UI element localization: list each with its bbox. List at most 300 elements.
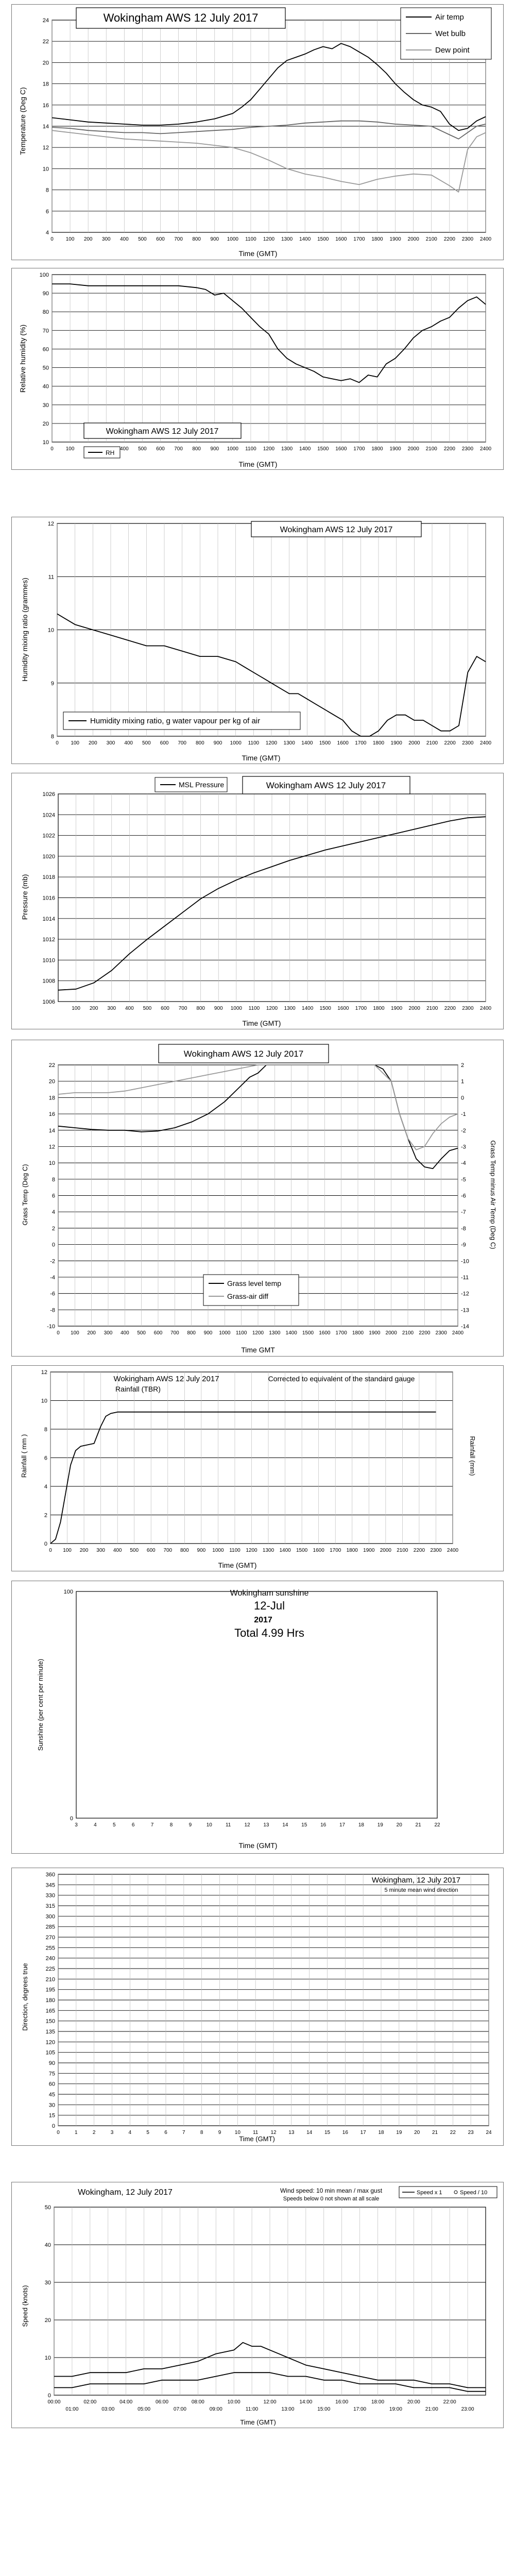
x-axis-label: Time (GMT) bbox=[242, 754, 281, 762]
x-tick-label: 900 bbox=[210, 446, 219, 452]
chart-subtitle: 5 minute mean wind direction bbox=[384, 1887, 458, 1893]
y2-tick-label: -6 bbox=[461, 1193, 466, 1199]
y2-axis-label: Rainfall (mm) bbox=[469, 1436, 476, 1476]
x-tick-label: 1400 bbox=[301, 740, 313, 746]
y-tick-label: 12 bbox=[47, 521, 54, 527]
y-tick-label: 165 bbox=[45, 2008, 55, 2014]
sunshine-chart-panel bbox=[11, 1581, 504, 1854]
x-tick-label: 6 bbox=[131, 1822, 135, 1828]
x-tick-label: 1200 bbox=[265, 740, 278, 746]
y-tick-label: 225 bbox=[45, 1966, 55, 1972]
y-tick-label: 1012 bbox=[42, 937, 55, 943]
y-tick-label: 12 bbox=[42, 145, 49, 151]
y-tick-label: -8 bbox=[50, 1307, 55, 1314]
y-tick-label: 195 bbox=[45, 1987, 55, 1993]
x-tick-label: 5 bbox=[113, 1822, 116, 1828]
y-tick-label: 1008 bbox=[42, 978, 55, 985]
humidity-chart-panel bbox=[11, 268, 504, 470]
y2-tick-label: -4 bbox=[461, 1160, 466, 1167]
x-tick-label: 19 bbox=[396, 2130, 402, 2136]
y-tick-label: 45 bbox=[48, 2092, 55, 2098]
y-tick-label: 1022 bbox=[42, 833, 55, 839]
x-tick-label: 20 bbox=[414, 2130, 420, 2136]
x-tick-label: 1600 bbox=[337, 1006, 349, 1011]
x-tick-label: 800 bbox=[196, 1006, 205, 1011]
x-tick-label: 22 bbox=[434, 1822, 440, 1828]
y-tick-label: 100 bbox=[63, 1589, 73, 1595]
x-tick-label: 2300 bbox=[435, 1330, 447, 1336]
x-tick-label: 10 bbox=[234, 2130, 241, 2136]
y-tick-label: 315 bbox=[45, 1903, 55, 1909]
y2-tick-label: -10 bbox=[461, 1258, 469, 1265]
x-tick-label: 1800 bbox=[352, 1330, 364, 1336]
x-tick-label: 00:00 bbox=[47, 2399, 61, 2405]
y-tick-label: 60 bbox=[42, 346, 49, 353]
y-tick-label: 240 bbox=[45, 1955, 55, 1962]
x-tick-label: 0 bbox=[57, 1330, 60, 1336]
x-tick-label: 2300 bbox=[461, 236, 474, 242]
x-tick-label: 400 bbox=[124, 740, 133, 746]
y-tick-label: 10 bbox=[41, 1398, 47, 1404]
x-tick-label: 10:00 bbox=[227, 2399, 241, 2405]
x-tick-label: 22 bbox=[450, 2130, 456, 2136]
y-tick-label: 60 bbox=[48, 2081, 55, 2088]
legend-label-wet-bulb: Wet bulb bbox=[435, 29, 466, 38]
y-tick-label: 30 bbox=[48, 2102, 55, 2109]
x-tick-label: 11 bbox=[225, 1822, 231, 1828]
x-tick-label: 1200 bbox=[263, 446, 275, 452]
y-axis-label: Relative humidity (%) bbox=[19, 324, 27, 393]
x-axis-label: Time GMT bbox=[241, 1346, 275, 1354]
x-tick-label: 01:00 bbox=[65, 2406, 79, 2412]
y-tick-label: 360 bbox=[45, 1872, 55, 1878]
x-tick-label: 2100 bbox=[426, 740, 438, 746]
y-tick-label: 4 bbox=[52, 1209, 55, 1216]
y-tick-label: 10 bbox=[42, 439, 49, 446]
y2-tick-label: -7 bbox=[461, 1209, 466, 1216]
x-tick-label: 4 bbox=[128, 2130, 132, 2136]
mixing-ratio-chart-panel bbox=[11, 517, 504, 764]
x-tick-label: 08:00 bbox=[191, 2399, 204, 2405]
y-tick-label: 20 bbox=[42, 60, 49, 66]
x-tick-label: 21:00 bbox=[425, 2406, 438, 2412]
x-tick-label: 600 bbox=[146, 1548, 156, 1553]
x-tick-label: 600 bbox=[156, 446, 165, 452]
chart-total: Total 4.99 Hrs bbox=[234, 1626, 304, 1639]
chart-title: Wokingham, 12 July 2017 bbox=[78, 2188, 173, 2197]
x-tick-label: 200 bbox=[89, 1006, 98, 1011]
y-tick-label: 4 bbox=[45, 230, 49, 236]
y-tick-label: 50 bbox=[42, 365, 49, 371]
x-tick-label: 800 bbox=[192, 236, 201, 242]
y2-tick-label: 2 bbox=[461, 1062, 465, 1069]
y-tick-label: 135 bbox=[45, 2029, 55, 2035]
y-tick-label: 1010 bbox=[42, 957, 55, 964]
x-tick-label: 1700 bbox=[335, 1330, 347, 1336]
x-tick-label: 400 bbox=[125, 1006, 134, 1011]
x-tick-label: 1800 bbox=[373, 1006, 385, 1011]
x-axis-label: Time (GMT) bbox=[238, 249, 278, 258]
x-tick-label: 12:00 bbox=[263, 2399, 277, 2405]
x-tick-label: 1000 bbox=[230, 740, 242, 746]
x-tick-label: 16:00 bbox=[335, 2399, 349, 2405]
chart-title: Wokingham sunshine bbox=[230, 1589, 309, 1598]
x-tick-label: 18 bbox=[358, 1822, 364, 1828]
x-tick-label: 0 bbox=[50, 236, 54, 242]
x-tick-label: 1200 bbox=[266, 1006, 278, 1011]
x-tick-label: 2200 bbox=[419, 1330, 431, 1336]
y-tick-label: 1018 bbox=[42, 874, 55, 881]
chart-title: Wokingham AWS 12 July 2017 bbox=[266, 781, 386, 790]
y-tick-label: 1016 bbox=[42, 895, 55, 902]
y2-tick-label: -2 bbox=[461, 1127, 466, 1134]
y2-tick-label: -9 bbox=[461, 1242, 466, 1248]
x-tick-label: 13 bbox=[263, 1822, 269, 1828]
x-tick-label: 700 bbox=[170, 1330, 179, 1336]
x-tick-label: 7 bbox=[150, 1822, 154, 1828]
x-tick-label: 400 bbox=[113, 1548, 122, 1553]
y-tick-label: 18 bbox=[48, 1095, 55, 1101]
x-axis-label: Time (GMT) bbox=[239, 2135, 275, 2143]
y-axis-label: Humidity mixing ratio (grammes) bbox=[21, 578, 29, 682]
x-tick-label: 1400 bbox=[299, 446, 311, 452]
y-tick-label: 40 bbox=[44, 2242, 51, 2248]
y-tick-label: 14 bbox=[42, 124, 49, 130]
y-tick-label: -4 bbox=[50, 1274, 55, 1281]
x-tick-label: 500 bbox=[137, 1330, 146, 1336]
y-tick-label: 24 bbox=[42, 18, 49, 24]
x-tick-label: 2100 bbox=[425, 236, 437, 242]
x-tick-label: 1200 bbox=[263, 236, 275, 242]
x-tick-label: 10 bbox=[206, 1822, 212, 1828]
mixing-ratio-chart bbox=[12, 517, 504, 765]
y-tick-label: -2 bbox=[50, 1258, 55, 1265]
x-tick-label: 500 bbox=[142, 740, 151, 746]
x-tick-label: 2300 bbox=[462, 740, 474, 746]
x-tick-label: 8 bbox=[169, 1822, 173, 1828]
y-tick-label: 0 bbox=[44, 1541, 47, 1547]
x-tick-label: 1100 bbox=[248, 740, 260, 746]
x-tick-label: 1700 bbox=[353, 446, 365, 452]
y2-tick-label: -12 bbox=[461, 1291, 469, 1297]
chart-note: Speeds below 0 not shown at all scale bbox=[283, 2196, 380, 2202]
x-tick-label: 2000 bbox=[407, 446, 419, 452]
y-tick-label: 6 bbox=[52, 1193, 55, 1199]
y-tick-label: 14 bbox=[48, 1127, 55, 1134]
x-tick-label: 20:00 bbox=[407, 2399, 420, 2405]
y-tick-label: 4 bbox=[44, 1484, 47, 1490]
x-tick-label: 17 bbox=[339, 1822, 346, 1828]
x-tick-label: 1100 bbox=[248, 1006, 260, 1011]
x-tick-label: 100 bbox=[72, 1006, 80, 1011]
x-tick-label: 700 bbox=[178, 740, 187, 746]
y2-tick-label: -8 bbox=[461, 1225, 466, 1232]
y-tick-label: 2 bbox=[44, 1512, 47, 1519]
plot-area bbox=[46, 1872, 492, 2136]
x-tick-label: 15 bbox=[324, 2130, 331, 2136]
y-tick-label: 22 bbox=[42, 39, 49, 45]
x-tick-label: 13 bbox=[288, 2130, 295, 2136]
x-tick-label: 3 bbox=[75, 1822, 78, 1828]
x-tick-label: 600 bbox=[153, 1330, 163, 1336]
y-tick-label: 20 bbox=[42, 420, 49, 427]
x-tick-label: 800 bbox=[180, 1548, 189, 1553]
y-tick-label: 345 bbox=[45, 1882, 55, 1889]
x-tick-label: 03:00 bbox=[101, 2406, 115, 2412]
y-tick-label: 30 bbox=[44, 2280, 51, 2286]
y-tick-label: -10 bbox=[47, 1324, 55, 1330]
y-tick-label: 150 bbox=[45, 2018, 55, 2025]
y2-tick-label: -5 bbox=[461, 1176, 466, 1183]
x-tick-label: 500 bbox=[138, 446, 147, 452]
x-tick-label: 0 bbox=[56, 740, 59, 746]
x-tick-label: 2000 bbox=[385, 1330, 397, 1336]
x-tick-label: 200 bbox=[79, 1548, 89, 1553]
y-tick-label: 40 bbox=[42, 383, 49, 390]
y-tick-label: 16 bbox=[48, 1111, 55, 1118]
x-tick-label: 1000 bbox=[227, 236, 238, 242]
x-tick-label: 2000 bbox=[380, 1548, 391, 1553]
x-tick-label: 2100 bbox=[397, 1548, 408, 1553]
pressure-chart-panel bbox=[11, 773, 504, 1029]
y2-tick-label: -11 bbox=[461, 1274, 469, 1281]
x-tick-label: 4 bbox=[94, 1822, 97, 1828]
y-tick-label: 1026 bbox=[42, 791, 55, 798]
x-tick-label: 2100 bbox=[425, 446, 437, 452]
y-tick-label: 285 bbox=[45, 1924, 55, 1930]
x-tick-label: 700 bbox=[174, 236, 183, 242]
y-tick-label: 30 bbox=[42, 402, 49, 409]
y-tick-label: 0 bbox=[70, 1816, 73, 1822]
x-tick-label: 900 bbox=[210, 236, 219, 242]
x-tick-label: 1500 bbox=[302, 1330, 314, 1336]
y-tick-label: 270 bbox=[45, 1935, 55, 1941]
x-tick-label: 1900 bbox=[369, 1330, 381, 1336]
chart-note: Corrected to equivalent of the standard gauge bbox=[268, 1375, 415, 1383]
x-tick-label: 2100 bbox=[402, 1330, 414, 1336]
x-tick-label: 21 bbox=[415, 1822, 421, 1828]
x-tick-label: 14 bbox=[306, 2130, 313, 2136]
x-tick-label: 1600 bbox=[335, 446, 347, 452]
rainfall-chart-panel bbox=[11, 1365, 504, 1571]
plot-frame bbox=[76, 1591, 437, 1818]
x-tick-label: 19 bbox=[377, 1822, 383, 1828]
x-tick-label: 2200 bbox=[444, 1006, 456, 1011]
x-tick-label: 2000 bbox=[408, 740, 420, 746]
y-tick-label: 10 bbox=[47, 627, 54, 634]
chart-title: Wokingham AWS 12 July 2017 bbox=[113, 1375, 219, 1383]
x-axis-label: Time (GMT) bbox=[238, 460, 278, 468]
x-tick-label: 1900 bbox=[389, 236, 401, 242]
x-tick-label: 2400 bbox=[479, 446, 492, 452]
x-tick-label: 0 bbox=[57, 2130, 60, 2136]
x-tick-label: 1800 bbox=[371, 236, 383, 242]
y-tick-label: -6 bbox=[50, 1291, 55, 1297]
x-axis-label: Time (GMT) bbox=[240, 2418, 276, 2426]
x-tick-label: 1400 bbox=[279, 1548, 291, 1553]
x-tick-label: 8 bbox=[200, 2130, 203, 2136]
y2-tick-label: -13 bbox=[461, 1307, 469, 1314]
x-tick-label: 2100 bbox=[426, 1006, 438, 1011]
x-tick-label: 21 bbox=[432, 2130, 438, 2136]
temperature-chart bbox=[12, 5, 504, 261]
x-tick-label: 2400 bbox=[479, 740, 492, 746]
y-axis-label: Temperature (Deg C) bbox=[19, 87, 27, 155]
y-tick-label: 0 bbox=[47, 2393, 51, 2399]
x-tick-label: 2 bbox=[92, 2130, 96, 2136]
x-tick-label: 2300 bbox=[461, 446, 474, 452]
x-tick-label: 800 bbox=[187, 1330, 196, 1336]
x-tick-label: 500 bbox=[130, 1548, 139, 1553]
x-tick-label: 1900 bbox=[363, 1548, 375, 1553]
x-tick-label: 04:00 bbox=[119, 2399, 133, 2405]
x-tick-label: 2200 bbox=[444, 740, 456, 746]
y-tick-label: 20 bbox=[44, 2317, 51, 2324]
x-tick-label: 0 bbox=[50, 446, 54, 452]
x-tick-label: 1800 bbox=[372, 740, 385, 746]
x-tick-label: 1500 bbox=[319, 1006, 331, 1011]
x-tick-label: 100 bbox=[71, 740, 80, 746]
x-tick-label: 16 bbox=[320, 1822, 327, 1828]
x-tick-label: 100 bbox=[65, 236, 75, 242]
x-tick-label: 2200 bbox=[443, 446, 455, 452]
x-tick-label: 2000 bbox=[407, 236, 419, 242]
x-tick-label: 12 bbox=[270, 2130, 277, 2136]
y-tick-label: 18 bbox=[42, 81, 49, 88]
y-tick-label: 6 bbox=[44, 1455, 47, 1462]
x-tick-label: 200 bbox=[87, 1330, 96, 1336]
wind-speed-chart bbox=[12, 2182, 504, 2429]
legend-label-dew-point: Dew point bbox=[435, 46, 470, 55]
x-tick-label: 11:00 bbox=[245, 2406, 259, 2412]
y-tick-label: 10 bbox=[42, 166, 49, 173]
chart-title: Wokingham AWS 12 July 2017 bbox=[103, 11, 259, 24]
x-tick-label: 1100 bbox=[229, 1548, 241, 1553]
y-tick-label: 12 bbox=[48, 1144, 55, 1150]
x-tick-label: 1200 bbox=[246, 1548, 258, 1553]
x-tick-label: 100 bbox=[65, 446, 75, 452]
y2-axis-label: Grass Temp minus Air Temp (Deg C) bbox=[489, 1140, 497, 1249]
legend-label-speed: Speed x 1 bbox=[417, 2190, 442, 2196]
x-tick-label: 16 bbox=[342, 2130, 348, 2136]
x-tick-label: 1900 bbox=[389, 446, 401, 452]
y-tick-label: 11 bbox=[48, 574, 54, 581]
x-tick-label: 1400 bbox=[302, 1006, 314, 1011]
y-axis-label: Speed (knots) bbox=[21, 2285, 29, 2327]
x-tick-label: 1900 bbox=[390, 740, 402, 746]
x-tick-label: 18:00 bbox=[371, 2399, 385, 2405]
x-tick-label: 1 bbox=[75, 2130, 78, 2136]
x-tick-label: 1800 bbox=[371, 446, 383, 452]
x-tick-label: 1300 bbox=[284, 1006, 296, 1011]
x-tick-label: 1000 bbox=[230, 1006, 242, 1011]
y-tick-label: 1006 bbox=[42, 999, 55, 1005]
legend-label-air-temp: Air temp bbox=[435, 13, 464, 22]
sunshine-chart bbox=[12, 1581, 504, 1854]
y-tick-label: 9 bbox=[50, 680, 54, 687]
x-tick-label: 17:00 bbox=[353, 2406, 367, 2412]
plot-area bbox=[45, 2205, 486, 2412]
x-axis-label: Time (GMT) bbox=[218, 1561, 257, 1569]
y-tick-label: 8 bbox=[52, 1176, 55, 1183]
x-tick-label: 02:00 bbox=[83, 2399, 97, 2405]
x-tick-label: 1500 bbox=[317, 446, 329, 452]
x-tick-label: 1500 bbox=[296, 1548, 308, 1553]
legend-label-grass-air-diff: Grass-air diff bbox=[227, 1292, 268, 1300]
y-tick-label: 75 bbox=[48, 2071, 55, 2077]
x-tick-label: 5 bbox=[146, 2130, 149, 2136]
x-tick-label: 17 bbox=[360, 2130, 366, 2136]
x-tick-label: 3 bbox=[110, 2130, 114, 2136]
y-tick-label: 10 bbox=[48, 1160, 55, 1167]
x-tick-label: 900 bbox=[214, 1006, 223, 1011]
wind-direction-chart bbox=[12, 1868, 504, 2146]
x-tick-label: 11 bbox=[252, 2130, 259, 2136]
x-tick-label: 1700 bbox=[330, 1548, 341, 1553]
x-tick-label: 1700 bbox=[353, 236, 365, 242]
wind-direction-chart-panel bbox=[11, 1868, 504, 2146]
y2-tick-label: 1 bbox=[461, 1078, 465, 1085]
x-tick-label: 7 bbox=[182, 2130, 185, 2136]
x-tick-label: 600 bbox=[160, 740, 169, 746]
y-axis-label: Direction, degrees true bbox=[21, 1963, 29, 2031]
y-tick-label: 70 bbox=[42, 328, 49, 334]
pressure-chart bbox=[12, 773, 504, 1030]
x-tick-label: 24 bbox=[486, 2130, 492, 2136]
wind-speed-chart-panel bbox=[11, 2182, 504, 2428]
y-tick-label: 1014 bbox=[42, 916, 55, 922]
x-tick-label: 1300 bbox=[281, 446, 293, 452]
x-tick-label: 900 bbox=[197, 1548, 206, 1553]
x-tick-label: 200 bbox=[83, 236, 93, 242]
x-tick-label: 1700 bbox=[355, 740, 367, 746]
x-tick-label: 14:00 bbox=[299, 2399, 313, 2405]
y-tick-label: 210 bbox=[45, 1976, 55, 1983]
x-tick-label: 1600 bbox=[319, 1330, 331, 1336]
y-axis-label: Grass Temp (Deg C) bbox=[21, 1164, 29, 1226]
chart-title: Wokingham AWS 12 July 2017 bbox=[280, 526, 393, 534]
x-tick-label: 13:00 bbox=[281, 2406, 295, 2412]
chart-subtitle: 12-Jul bbox=[254, 1599, 285, 1612]
legend-label-grass-temp: Grass level temp bbox=[227, 1279, 282, 1287]
x-tick-label: 1300 bbox=[281, 236, 293, 242]
x-tick-label: 22:00 bbox=[443, 2399, 456, 2405]
x-tick-label: 19:00 bbox=[389, 2406, 402, 2412]
x-tick-label: 23 bbox=[468, 2130, 474, 2136]
y2-tick-label: -14 bbox=[461, 1324, 469, 1330]
x-tick-label: 900 bbox=[203, 1330, 213, 1336]
x-tick-label: 600 bbox=[161, 1006, 169, 1011]
x-tick-label: 9 bbox=[188, 1822, 192, 1828]
grass-temp-chart bbox=[12, 1040, 504, 1357]
x-tick-label: 1200 bbox=[252, 1330, 264, 1336]
x-tick-label: 300 bbox=[101, 236, 111, 242]
y-tick-label: 120 bbox=[45, 2039, 55, 2046]
x-tick-label: 1500 bbox=[319, 740, 331, 746]
x-tick-label: 1300 bbox=[262, 1548, 274, 1553]
x-tick-label: 20 bbox=[396, 1822, 402, 1828]
x-tick-label: 1500 bbox=[317, 236, 329, 242]
y-tick-label: 180 bbox=[45, 1997, 55, 2004]
legend-label-speed-10: Speed / 10 bbox=[460, 2190, 488, 2196]
x-tick-label: 300 bbox=[104, 1330, 113, 1336]
x-tick-label: 2300 bbox=[430, 1548, 442, 1553]
chart-title: Wokingham AWS 12 July 2017 bbox=[183, 1049, 304, 1059]
legend-label-mixing-ratio: Humidity mixing ratio, g water vapour per kg of air bbox=[90, 717, 261, 725]
x-tick-label: 2400 bbox=[479, 236, 492, 242]
x-tick-label: 9 bbox=[218, 2130, 221, 2136]
x-tick-label: 600 bbox=[156, 236, 165, 242]
